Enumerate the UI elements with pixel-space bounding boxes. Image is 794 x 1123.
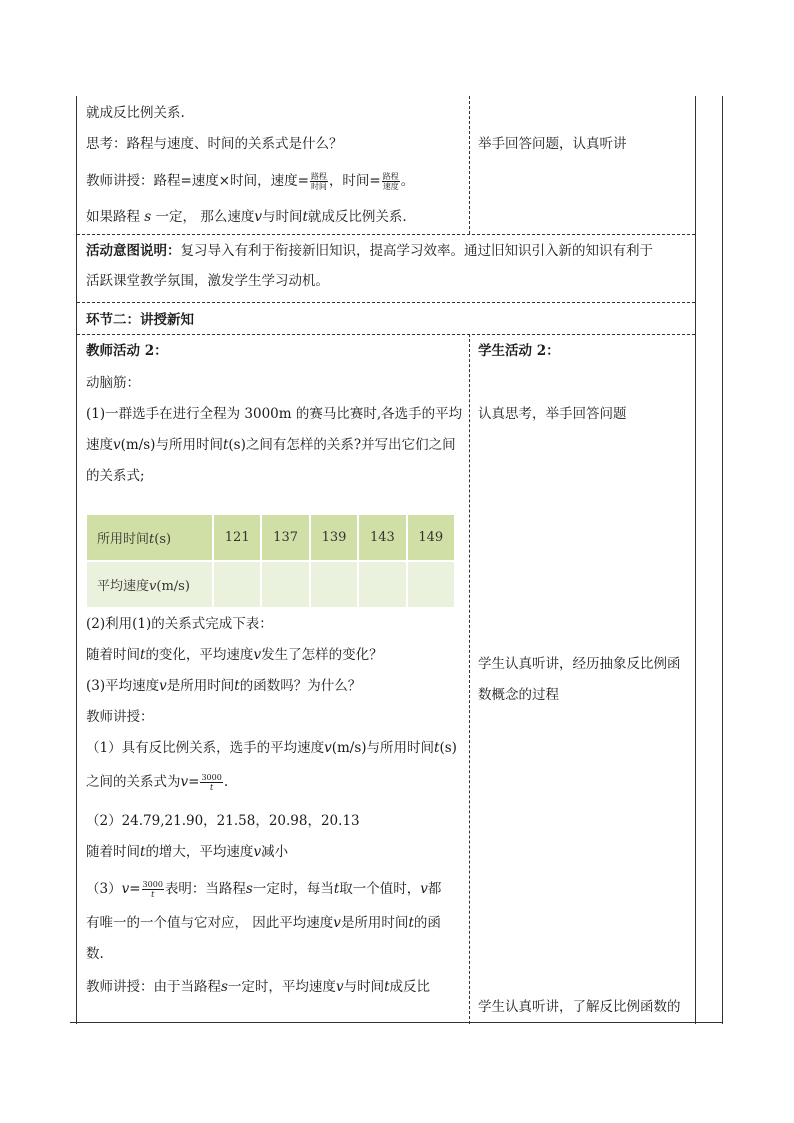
column-divider-main [469, 334, 470, 1024]
conclusion-line: 如果路程 s 一定， 那么速度v与时间t就成反比例关系. [86, 209, 407, 225]
answer-2-line-2: 随着时间t的增大，平均速度v减小 [86, 844, 289, 860]
table-cell-time-5: 149 [407, 515, 455, 561]
table-cell-speed-2 [261, 561, 309, 607]
speed-fraction: $\frac{\text{路程}}{\text{时间}}$ [310, 172, 327, 191]
teacher-formula-line: 教师讲授：路程=速度×时间，速度= $\frac{\text{路程}}{\text{时间}}$ ，时间= $\frac{\text{路程}}{\text{速度}}$ 。 [86, 172, 415, 191]
question-2-line-1: (2)利用(1)的关系式完成下表： [86, 616, 273, 632]
answer-1-line-1: （1）具有反比例关系，选手的平均速度v(m/s)与所用时间t(s) [86, 740, 457, 756]
student-mid-line-1: 学生认真听讲，经历抽象反比例函 [478, 656, 681, 672]
answer-3-line-3: 数. [86, 946, 104, 962]
table-row-speed [87, 561, 455, 607]
row-divider-2 [77, 302, 695, 303]
question-1-line-2: 速度v(m/s)与所用时间t(s)之间有怎样的关系?并写出它们之间 [86, 437, 456, 453]
teacher-explain-label: 教师讲授： [86, 709, 154, 725]
answer-1-line-2: 之间的关系式为v= $\frac{3000}{t}$ . [86, 773, 229, 792]
answer-3-line-1: （3）v= $\frac{3000}{t}$ 表明：当路程s一定时，每当t取一个值时，v都 [86, 880, 442, 899]
answer-3-line-2: 有唯一的一个值与它对应， 因此平均速度v是所用时间t的函 [86, 915, 441, 931]
formula-fraction-1: $\frac{3000}{t}$ [201, 773, 222, 792]
table-cell-time-1: 121 [213, 515, 261, 561]
question-1-line-3: 的关系式; [86, 468, 145, 484]
student-bottom-activity: 学生认真听讲，了解反比例函数的 [478, 999, 681, 1015]
table-cell-time-3: 139 [310, 515, 358, 561]
table-header-speed: 平均速度v(m/s) [87, 561, 213, 607]
section-2-title: 环节二：讲授新知 [86, 312, 194, 328]
teacher-activity-title: 教师活动 2： [86, 343, 168, 359]
row-divider-1 [77, 234, 695, 235]
intent-line-1: 活动意图说明：复习导入有利于衔接新旧知识，提高学习效率。通过旧知识引入新的知识有利于 [86, 243, 653, 259]
student-think-activity: 认真思考，举手回答问题 [478, 406, 627, 422]
table-right-border [722, 96, 723, 1024]
teacher-explain-3: 教师讲授：由于当路程s一定时，平均速度v与时间t成反比 [86, 979, 431, 995]
student-intro-activity: 举手回答问题，认真听讲 [478, 136, 627, 152]
table-cell-time-4: 143 [358, 515, 406, 561]
table-header-time: 所用时间t(s) [87, 515, 213, 561]
table-inner-right-border [695, 96, 696, 1024]
table-cell-speed-1 [213, 561, 261, 607]
formula-fraction-2: $\frac{3000}{t}$ [142, 880, 163, 899]
table-cell-speed-5 [407, 561, 455, 607]
intent-line-2: 活跃课堂教学氛围，激发学生学习动机。 [86, 273, 329, 289]
table-cell-speed-4 [358, 561, 406, 607]
question-3-line-1: (3)平均速度v是所用时间t的函数吗？为什么？ [86, 678, 362, 694]
intro-line: 就成反比例关系. [86, 105, 185, 121]
brain-label: 动脑筋： [86, 375, 140, 391]
table-left-border [76, 96, 77, 1024]
time-speed-table [87, 515, 456, 607]
think-question: 思考：路程与速度、时间的关系式是什么？ [86, 136, 343, 152]
table-bottom-border [70, 1022, 723, 1023]
answer-2-line-1: （2）24.79,21.90，21.58，20.98，20.13 [86, 813, 360, 829]
column-divider-top [469, 96, 470, 234]
student-activity-title: 学生活动 2： [478, 343, 560, 359]
question-2-line-2: 随着时间t的变化，平均速度v发生了怎样的变化？ [86, 647, 383, 663]
question-1-line-1: (1)一群选手在进行全程为 3000m 的赛马比赛时,各选手的平均 [86, 406, 463, 422]
time-fraction: $\frac{\text{路程}}{\text{速度}}$ [382, 172, 399, 191]
table-cell-speed-3 [310, 561, 358, 607]
table-row-time [87, 515, 455, 561]
table-cell-time-2: 137 [261, 515, 309, 561]
student-mid-line-2: 数概念的过程 [478, 687, 559, 703]
row-divider-3 [77, 334, 695, 335]
